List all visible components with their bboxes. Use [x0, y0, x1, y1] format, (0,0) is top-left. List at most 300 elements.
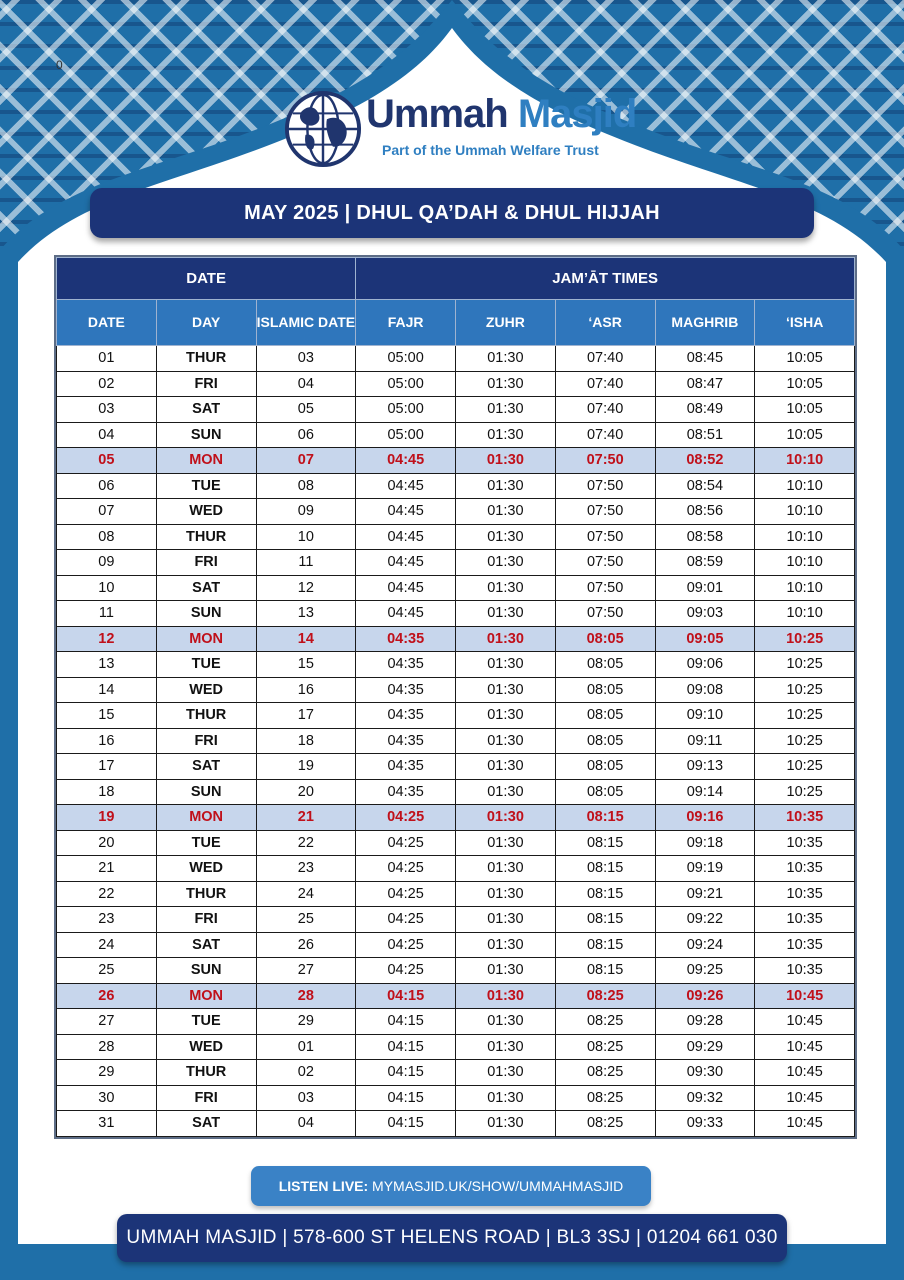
table-row	[57, 932, 855, 958]
date-cell: 23	[57, 907, 157, 933]
table-row	[57, 1060, 855, 1086]
zuhr-cell: 01:30	[456, 473, 556, 499]
fajr-cell: 04:25	[356, 907, 456, 933]
islamic-date-cell: 20	[256, 779, 356, 805]
isha-cell: 10:05	[755, 397, 855, 423]
table-row	[57, 907, 855, 933]
date-cell: 07	[57, 499, 157, 525]
maghrib-cell: 08:45	[655, 346, 755, 372]
zuhr-cell: 01:30	[456, 1009, 556, 1035]
table-row	[57, 626, 855, 652]
day-cell: THUR	[156, 1060, 256, 1086]
date-cell: 30	[57, 1085, 157, 1111]
fajr-cell: 05:00	[356, 371, 456, 397]
zuhr-cell: 01:30	[456, 958, 556, 984]
group-header-row	[57, 258, 855, 300]
day-cell: WED	[156, 499, 256, 525]
islamic-date-cell: 05	[256, 397, 356, 423]
islamic-date-cell: 27	[256, 958, 356, 984]
day-cell: SUN	[156, 958, 256, 984]
zuhr-cell: 01:30	[456, 1034, 556, 1060]
islamic-date-cell: 19	[256, 754, 356, 780]
date-cell: 27	[57, 1009, 157, 1035]
footer-address: UMMAH MASJID | 578-600 ST HELENS ROAD | BL3 3SJ | 01204 661 030	[117, 1214, 787, 1262]
asr-cell: 08:05	[555, 728, 655, 754]
zuhr-cell: 01:30	[456, 524, 556, 550]
isha-cell: 10:10	[755, 473, 855, 499]
fajr-cell: 04:35	[356, 728, 456, 754]
isha-cell: 10:10	[755, 575, 855, 601]
asr-cell: 07:40	[555, 371, 655, 397]
asr-cell: 08:25	[555, 1009, 655, 1035]
asr-cell: 08:15	[555, 932, 655, 958]
date-cell: 29	[57, 1060, 157, 1086]
isha-cell: 10:45	[755, 1111, 855, 1137]
table-row	[57, 754, 855, 780]
maghrib-cell: 09:22	[655, 907, 755, 933]
date-cell: 02	[57, 371, 157, 397]
table-row	[57, 601, 855, 627]
maghrib-cell: 08:47	[655, 371, 755, 397]
table-row	[57, 958, 855, 984]
column-header-islamic-date: ISLAMIC DATE	[256, 300, 356, 346]
asr-cell: 08:15	[555, 856, 655, 882]
isha-cell: 10:25	[755, 779, 855, 805]
maghrib-cell: 09:08	[655, 677, 755, 703]
date-cell: 22	[57, 881, 157, 907]
zuhr-cell: 01:30	[456, 1085, 556, 1111]
table-row	[57, 1034, 855, 1060]
listen-live-url[interactable]: MYMASJID.UK/SHOW/UMMAHMASJID	[372, 1178, 624, 1194]
asr-cell: 08:05	[555, 677, 655, 703]
maghrib-cell: 09:26	[655, 983, 755, 1009]
fajr-cell: 05:00	[356, 397, 456, 423]
fajr-cell: 04:35	[356, 779, 456, 805]
listen-live-label: LISTEN LIVE:	[278, 1178, 369, 1194]
table-row	[57, 1009, 855, 1035]
fajr-cell: 04:25	[356, 856, 456, 882]
isha-cell: 10:10	[755, 601, 855, 627]
islamic-date-cell: 15	[256, 652, 356, 678]
fajr-cell: 04:15	[356, 1111, 456, 1137]
islamic-date-cell: 04	[256, 371, 356, 397]
asr-cell: 08:05	[555, 754, 655, 780]
zuhr-cell: 01:30	[456, 575, 556, 601]
maghrib-cell: 08:58	[655, 524, 755, 550]
day-cell: MON	[156, 805, 256, 831]
asr-cell: 08:05	[555, 703, 655, 729]
isha-cell: 10:45	[755, 1085, 855, 1111]
day-cell: SAT	[156, 397, 256, 423]
zuhr-cell: 01:30	[456, 805, 556, 831]
fajr-cell: 04:45	[356, 550, 456, 576]
isha-cell: 10:10	[755, 524, 855, 550]
maghrib-cell: 08:49	[655, 397, 755, 423]
maghrib-cell: 09:28	[655, 1009, 755, 1035]
islamic-date-cell: 18	[256, 728, 356, 754]
asr-cell: 08:15	[555, 958, 655, 984]
zuhr-cell: 01:30	[456, 371, 556, 397]
day-cell: SAT	[156, 932, 256, 958]
fajr-cell: 04:15	[356, 1034, 456, 1060]
isha-cell: 10:45	[755, 983, 855, 1009]
day-cell: TUE	[156, 652, 256, 678]
table-row	[57, 1085, 855, 1111]
islamic-date-cell: 25	[256, 907, 356, 933]
date-cell: 24	[57, 932, 157, 958]
asr-cell: 07:50	[555, 575, 655, 601]
date-cell: 01	[57, 346, 157, 372]
islamic-date-cell: 16	[256, 677, 356, 703]
zuhr-cell: 01:30	[456, 983, 556, 1009]
table-row	[57, 830, 855, 856]
column-header-maghrib: MAGHRIB	[655, 300, 755, 346]
day-cell: FRI	[156, 728, 256, 754]
day-cell: SUN	[156, 779, 256, 805]
islamic-date-cell: 10	[256, 524, 356, 550]
isha-cell: 10:25	[755, 703, 855, 729]
zuhr-cell: 01:30	[456, 652, 556, 678]
table-row	[57, 1111, 855, 1137]
isha-cell: 10:35	[755, 856, 855, 882]
group-header-jamat-times: JAM’ĀT TIMES	[356, 258, 855, 300]
date-cell: 17	[57, 754, 157, 780]
maghrib-cell: 09:24	[655, 932, 755, 958]
table-row	[57, 779, 855, 805]
globe-icon	[284, 90, 362, 168]
asr-cell: 08:25	[555, 1111, 655, 1137]
zuhr-cell: 01:30	[456, 346, 556, 372]
islamic-date-cell: 11	[256, 550, 356, 576]
date-cell: 19	[57, 805, 157, 831]
table-row	[57, 983, 855, 1009]
brand-name-primary: Ummah	[366, 92, 508, 136]
isha-cell: 10:35	[755, 958, 855, 984]
day-cell: WED	[156, 1034, 256, 1060]
isha-cell: 10:25	[755, 754, 855, 780]
zuhr-cell: 01:30	[456, 677, 556, 703]
listen-live-banner[interactable]	[251, 1166, 651, 1206]
table-row	[57, 448, 855, 474]
table-row	[57, 652, 855, 678]
maghrib-cell: 08:54	[655, 473, 755, 499]
date-cell: 09	[57, 550, 157, 576]
maghrib-cell: 09:29	[655, 1034, 755, 1060]
day-cell: MON	[156, 983, 256, 1009]
fajr-cell: 04:25	[356, 958, 456, 984]
zuhr-cell: 01:30	[456, 856, 556, 882]
date-cell: 18	[57, 779, 157, 805]
day-cell: WED	[156, 677, 256, 703]
zuhr-cell: 01:30	[456, 703, 556, 729]
islamic-date-cell: 08	[256, 473, 356, 499]
day-cell: SUN	[156, 601, 256, 627]
column-header-isha: ‘ISHA	[755, 300, 855, 346]
zuhr-cell: 01:30	[456, 779, 556, 805]
day-cell: FRI	[156, 550, 256, 576]
table-row	[57, 422, 855, 448]
fajr-cell: 04:15	[356, 1009, 456, 1035]
table-row	[57, 524, 855, 550]
table-row	[57, 575, 855, 601]
zuhr-cell: 01:30	[456, 626, 556, 652]
table-row	[57, 805, 855, 831]
isha-cell: 10:35	[755, 805, 855, 831]
table-row	[57, 499, 855, 525]
asr-cell: 08:15	[555, 805, 655, 831]
table-row	[57, 397, 855, 423]
table-row	[57, 703, 855, 729]
isha-cell: 10:45	[755, 1060, 855, 1086]
day-cell: TUE	[156, 473, 256, 499]
maghrib-cell: 09:03	[655, 601, 755, 627]
zuhr-cell: 01:30	[456, 932, 556, 958]
date-cell: 06	[57, 473, 157, 499]
isha-cell: 10:25	[755, 626, 855, 652]
date-cell: 04	[57, 422, 157, 448]
date-cell: 05	[57, 448, 157, 474]
fajr-cell: 05:00	[356, 346, 456, 372]
page-marker: 0	[56, 58, 63, 72]
isha-cell: 10:35	[755, 932, 855, 958]
zuhr-cell: 01:30	[456, 1060, 556, 1086]
islamic-date-cell: 03	[256, 1085, 356, 1111]
zuhr-cell: 01:30	[456, 397, 556, 423]
maghrib-cell: 08:52	[655, 448, 755, 474]
logo	[284, 88, 637, 168]
day-cell: TUE	[156, 1009, 256, 1035]
day-cell: THUR	[156, 703, 256, 729]
day-cell: SUN	[156, 422, 256, 448]
date-cell: 21	[57, 856, 157, 882]
column-header-date: DATE	[57, 300, 157, 346]
zuhr-cell: 01:30	[456, 550, 556, 576]
islamic-date-cell: 07	[256, 448, 356, 474]
maghrib-cell: 08:51	[655, 422, 755, 448]
fajr-cell: 04:45	[356, 601, 456, 627]
fajr-cell: 04:35	[356, 754, 456, 780]
islamic-date-cell: 24	[256, 881, 356, 907]
maghrib-cell: 09:01	[655, 575, 755, 601]
zuhr-cell: 01:30	[456, 448, 556, 474]
islamic-date-cell: 29	[256, 1009, 356, 1035]
date-cell: 16	[57, 728, 157, 754]
islamic-date-cell: 09	[256, 499, 356, 525]
asr-cell: 08:25	[555, 1085, 655, 1111]
date-cell: 11	[57, 601, 157, 627]
date-cell: 20	[57, 830, 157, 856]
fajr-cell: 04:45	[356, 473, 456, 499]
day-cell: SAT	[156, 1111, 256, 1137]
zuhr-cell: 01:30	[456, 601, 556, 627]
day-cell: THUR	[156, 524, 256, 550]
islamic-date-cell: 21	[256, 805, 356, 831]
date-cell: 08	[57, 524, 157, 550]
page-title: MAY 2025 | DHUL QA’DAH & DHUL HIJJAH	[90, 188, 814, 238]
table-row	[57, 881, 855, 907]
zuhr-cell: 01:30	[456, 881, 556, 907]
islamic-date-cell: 12	[256, 575, 356, 601]
date-cell: 10	[57, 575, 157, 601]
day-cell: MON	[156, 626, 256, 652]
maghrib-cell: 09:11	[655, 728, 755, 754]
zuhr-cell: 01:30	[456, 499, 556, 525]
date-cell: 15	[57, 703, 157, 729]
fajr-cell: 04:45	[356, 448, 456, 474]
column-header-row	[57, 300, 855, 346]
fajr-cell: 04:15	[356, 983, 456, 1009]
day-cell: THUR	[156, 346, 256, 372]
maghrib-cell: 09:21	[655, 881, 755, 907]
fajr-cell: 04:45	[356, 499, 456, 525]
zuhr-cell: 01:30	[456, 754, 556, 780]
fajr-cell: 04:15	[356, 1060, 456, 1086]
zuhr-cell: 01:30	[456, 728, 556, 754]
zuhr-cell: 01:30	[456, 422, 556, 448]
table-row	[57, 473, 855, 499]
column-header-asr: ‘ASR	[555, 300, 655, 346]
column-header-zuhr: ZUHR	[456, 300, 556, 346]
day-cell: SAT	[156, 754, 256, 780]
timetable-body	[57, 346, 855, 1137]
asr-cell: 07:50	[555, 601, 655, 627]
date-cell: 28	[57, 1034, 157, 1060]
isha-cell: 10:45	[755, 1034, 855, 1060]
asr-cell: 07:40	[555, 422, 655, 448]
fajr-cell: 04:25	[356, 881, 456, 907]
fajr-cell: 04:35	[356, 703, 456, 729]
date-cell: 26	[57, 983, 157, 1009]
maghrib-cell: 09:14	[655, 779, 755, 805]
fajr-cell: 04:35	[356, 652, 456, 678]
day-cell: FRI	[156, 371, 256, 397]
fajr-cell: 04:25	[356, 932, 456, 958]
asr-cell: 07:50	[555, 448, 655, 474]
maghrib-cell: 09:33	[655, 1111, 755, 1137]
fajr-cell: 04:25	[356, 830, 456, 856]
column-header-day: DAY	[156, 300, 256, 346]
day-cell: WED	[156, 856, 256, 882]
table-row	[57, 677, 855, 703]
maghrib-cell: 09:10	[655, 703, 755, 729]
group-header-date: DATE	[57, 258, 356, 300]
asr-cell: 07:50	[555, 473, 655, 499]
asr-cell: 08:15	[555, 830, 655, 856]
date-cell: 03	[57, 397, 157, 423]
islamic-date-cell: 13	[256, 601, 356, 627]
islamic-date-cell: 28	[256, 983, 356, 1009]
isha-cell: 10:35	[755, 907, 855, 933]
isha-cell: 10:05	[755, 422, 855, 448]
maghrib-cell: 09:25	[655, 958, 755, 984]
asr-cell: 08:05	[555, 652, 655, 678]
asr-cell: 07:50	[555, 550, 655, 576]
asr-cell: 08:15	[555, 907, 655, 933]
maghrib-cell: 09:18	[655, 830, 755, 856]
islamic-date-cell: 17	[256, 703, 356, 729]
isha-cell: 10:35	[755, 881, 855, 907]
fajr-cell: 04:45	[356, 524, 456, 550]
isha-cell: 10:05	[755, 346, 855, 372]
table-row	[57, 346, 855, 372]
islamic-date-cell: 03	[256, 346, 356, 372]
asr-cell: 08:25	[555, 1034, 655, 1060]
zuhr-cell: 01:30	[456, 1111, 556, 1137]
date-cell: 12	[57, 626, 157, 652]
table-row	[57, 856, 855, 882]
fajr-cell: 04:35	[356, 677, 456, 703]
isha-cell: 10:25	[755, 652, 855, 678]
maghrib-cell: 09:13	[655, 754, 755, 780]
date-cell: 14	[57, 677, 157, 703]
islamic-date-cell: 02	[256, 1060, 356, 1086]
brand-name	[366, 92, 636, 137]
maghrib-cell: 08:59	[655, 550, 755, 576]
asr-cell: 07:50	[555, 524, 655, 550]
isha-cell: 10:25	[755, 677, 855, 703]
day-cell: TUE	[156, 830, 256, 856]
isha-cell: 10:45	[755, 1009, 855, 1035]
brand-name-secondary: Masjid	[517, 92, 637, 136]
fajr-cell: 04:45	[356, 575, 456, 601]
maghrib-cell: 08:56	[655, 499, 755, 525]
asr-cell: 08:15	[555, 881, 655, 907]
fajr-cell: 04:15	[356, 1085, 456, 1111]
maghrib-cell: 09:06	[655, 652, 755, 678]
isha-cell: 10:25	[755, 728, 855, 754]
day-cell: FRI	[156, 907, 256, 933]
date-cell: 31	[57, 1111, 157, 1137]
isha-cell: 10:10	[755, 448, 855, 474]
day-cell: FRI	[156, 1085, 256, 1111]
isha-cell: 10:35	[755, 830, 855, 856]
table-row	[57, 550, 855, 576]
fajr-cell: 05:00	[356, 422, 456, 448]
prayer-timetable	[56, 257, 855, 1137]
asr-cell: 08:25	[555, 983, 655, 1009]
zuhr-cell: 01:30	[456, 830, 556, 856]
column-header-fajr: FAJR	[356, 300, 456, 346]
maghrib-cell: 09:32	[655, 1085, 755, 1111]
date-cell: 25	[57, 958, 157, 984]
isha-cell: 10:10	[755, 550, 855, 576]
day-cell: MON	[156, 448, 256, 474]
isha-cell: 10:05	[755, 371, 855, 397]
islamic-date-cell: 06	[256, 422, 356, 448]
brand-tagline: Part of the Ummah Welfare Trust	[382, 142, 599, 158]
islamic-date-cell: 23	[256, 856, 356, 882]
maghrib-cell: 09:19	[655, 856, 755, 882]
date-cell: 13	[57, 652, 157, 678]
fajr-cell: 04:25	[356, 805, 456, 831]
asr-cell: 08:05	[555, 626, 655, 652]
maghrib-cell: 09:30	[655, 1060, 755, 1086]
day-cell: THUR	[156, 881, 256, 907]
table-row	[57, 371, 855, 397]
islamic-date-cell: 01	[256, 1034, 356, 1060]
asr-cell: 08:25	[555, 1060, 655, 1086]
islamic-date-cell: 26	[256, 932, 356, 958]
islamic-date-cell: 22	[256, 830, 356, 856]
maghrib-cell: 09:05	[655, 626, 755, 652]
asr-cell: 07:40	[555, 346, 655, 372]
fajr-cell: 04:35	[356, 626, 456, 652]
islamic-date-cell: 04	[256, 1111, 356, 1137]
day-cell: SAT	[156, 575, 256, 601]
asr-cell: 07:50	[555, 499, 655, 525]
table-row	[57, 728, 855, 754]
islamic-date-cell: 14	[256, 626, 356, 652]
